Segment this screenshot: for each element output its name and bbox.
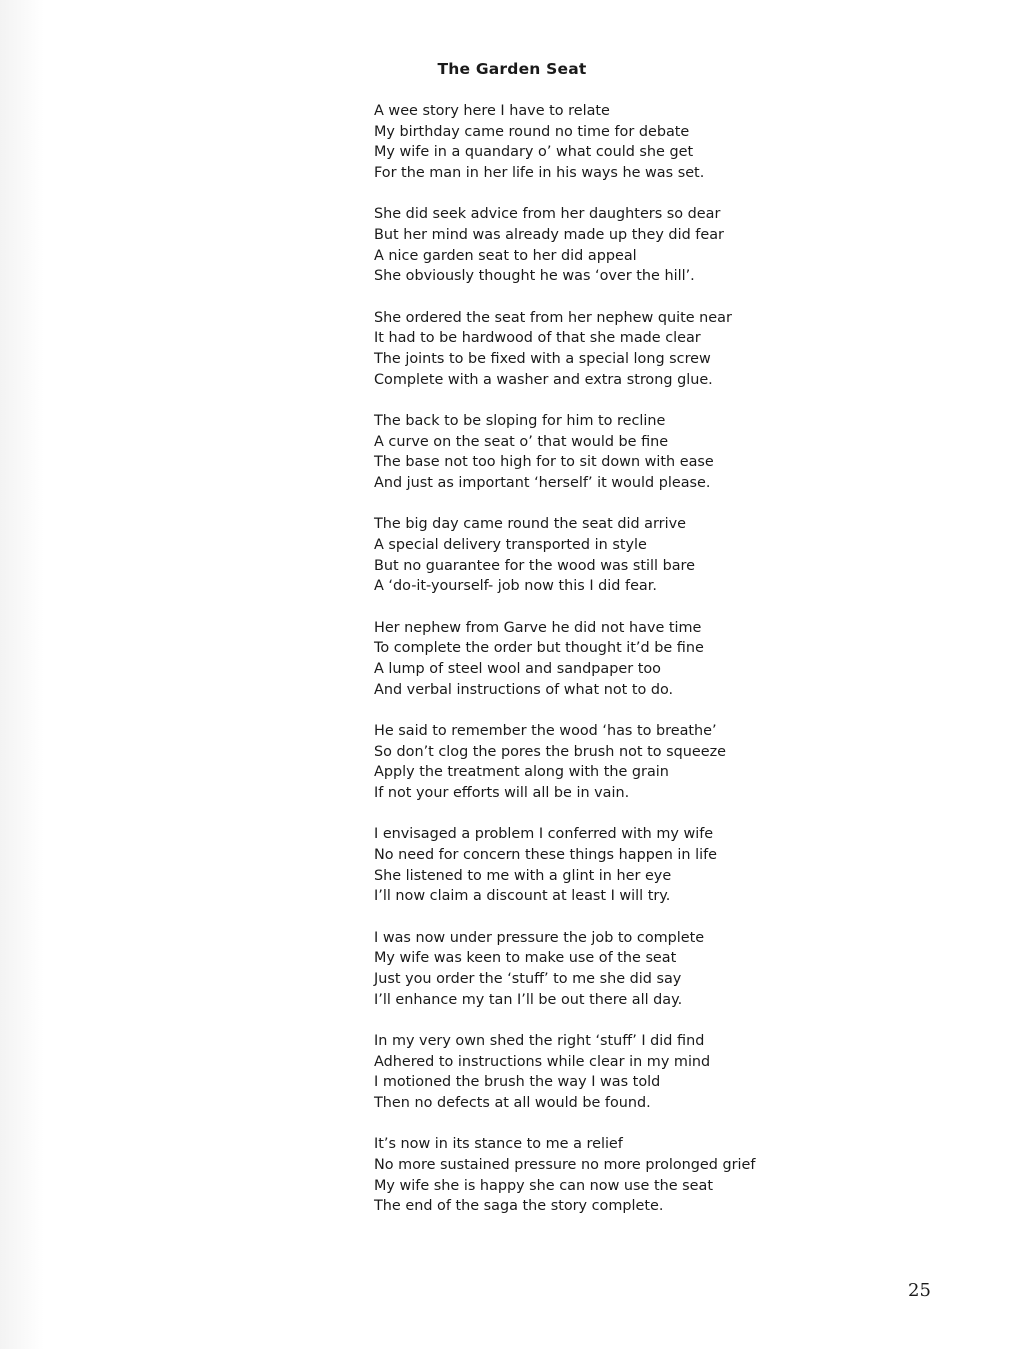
poem-line: But her mind was already made up they did fear [374,227,724,244]
poem-line: My wife in a quandary o’ what could she get [374,144,694,161]
poem-line: The big day came round the seat did arrive [374,516,686,533]
stanza [374,1031,814,1114]
poem-line: Apply the treatment along with the grain [374,764,669,781]
stanza [374,411,814,494]
poem-line: She obviously thought he was ‘over the hill’. [374,268,695,285]
poem-line: Her nephew from Garve he did not have time [374,619,702,636]
poem-line: So don’t clog the pores the brush not to squeeze [374,743,727,760]
stanza [374,1134,814,1217]
poem-body [374,101,814,1237]
poem-line: He said to remember the wood ‘has to breathe’ [374,722,717,739]
poem-line: She listened to me with a glint in her eye [374,867,672,884]
poem-line: A ‘do-it-yourself- job now this I did fear. [374,578,657,595]
poem-line: No more sustained pressure no more prolonged grief [374,1156,756,1173]
poem-line: No need for concern these things happen in life [374,846,717,863]
poem-line: My wife she is happy she can now use the seat [374,1177,713,1194]
poem-line: A wee story here I have to relate [374,103,610,119]
poem-line: Then no defects at all would be found. [374,1094,651,1111]
poem-line: For the man in her life in his ways he was set. [374,165,705,182]
stanza [374,928,814,1011]
poem-line: The joints to be fixed with a special long screw [374,351,711,368]
poem-line: My birthday came round no time for debate [374,123,690,140]
stanza [374,308,814,391]
poem-line: I’ll now claim a discount at least I will try. [374,888,671,905]
poem-line: But no guarantee for the wood was still bare [374,557,695,574]
poem-line: Just you order the ‘stuff’ to me she did say [374,970,682,987]
poem-title: The Garden Seat [437,60,587,78]
poem-line: I’ll enhance my tan I’ll be out there all day. [374,991,683,1008]
poem-line: A special delivery transported in style [374,536,647,553]
stanza [374,721,814,804]
poem-line: And verbal instructions of what not to do. [374,681,674,698]
poem-line: The base not too high for to sit down with ease [374,454,714,471]
poem-line: She did seek advice from her daughters so dear [374,206,721,223]
poem-line: Adhered to instructions while clear in my mind [374,1053,711,1070]
poem-line: It had to be hardwood of that she made clear [374,330,701,347]
poem-line: My wife was keen to make use of the seat [374,950,677,967]
poem-line: The back to be sloping for him to recline [374,412,666,429]
poem-line: It’s now in its stance to me a relief [374,1136,623,1153]
scan-edge-shadow [0,0,44,1349]
poem-line: And just as important ‘herself’ it would please. [374,475,711,492]
poem-line: To complete the order but thought it’d be fine [374,640,704,657]
poem-line: The end of the saga the story complete. [374,1198,664,1215]
poem-line: I was now under pressure the job to complete [374,929,705,946]
stanza [374,101,814,184]
stanza [374,824,814,907]
poem-line: I motioned the brush the way I was told [374,1074,661,1091]
stanza [374,514,814,597]
poem-line: I envisaged a problem I conferred with my wife [374,826,714,843]
stanza [374,204,814,287]
page-number: 25 [908,1280,931,1301]
poem-line: She ordered the seat from her nephew quite near [374,309,732,326]
poem-line: A lump of steel wool and sandpaper too [374,660,661,677]
poem-line: Complete with a washer and extra strong glue. [374,371,713,388]
poem-line: In my very own shed the right ‘stuff’ I did find [374,1032,705,1049]
stanza [374,618,814,701]
poem-line: If not your efforts will all be in vain. [374,784,630,801]
poem-line: A nice garden seat to her did appeal [374,247,637,264]
poem-line: A curve on the seat o’ that would be fine [374,433,669,450]
